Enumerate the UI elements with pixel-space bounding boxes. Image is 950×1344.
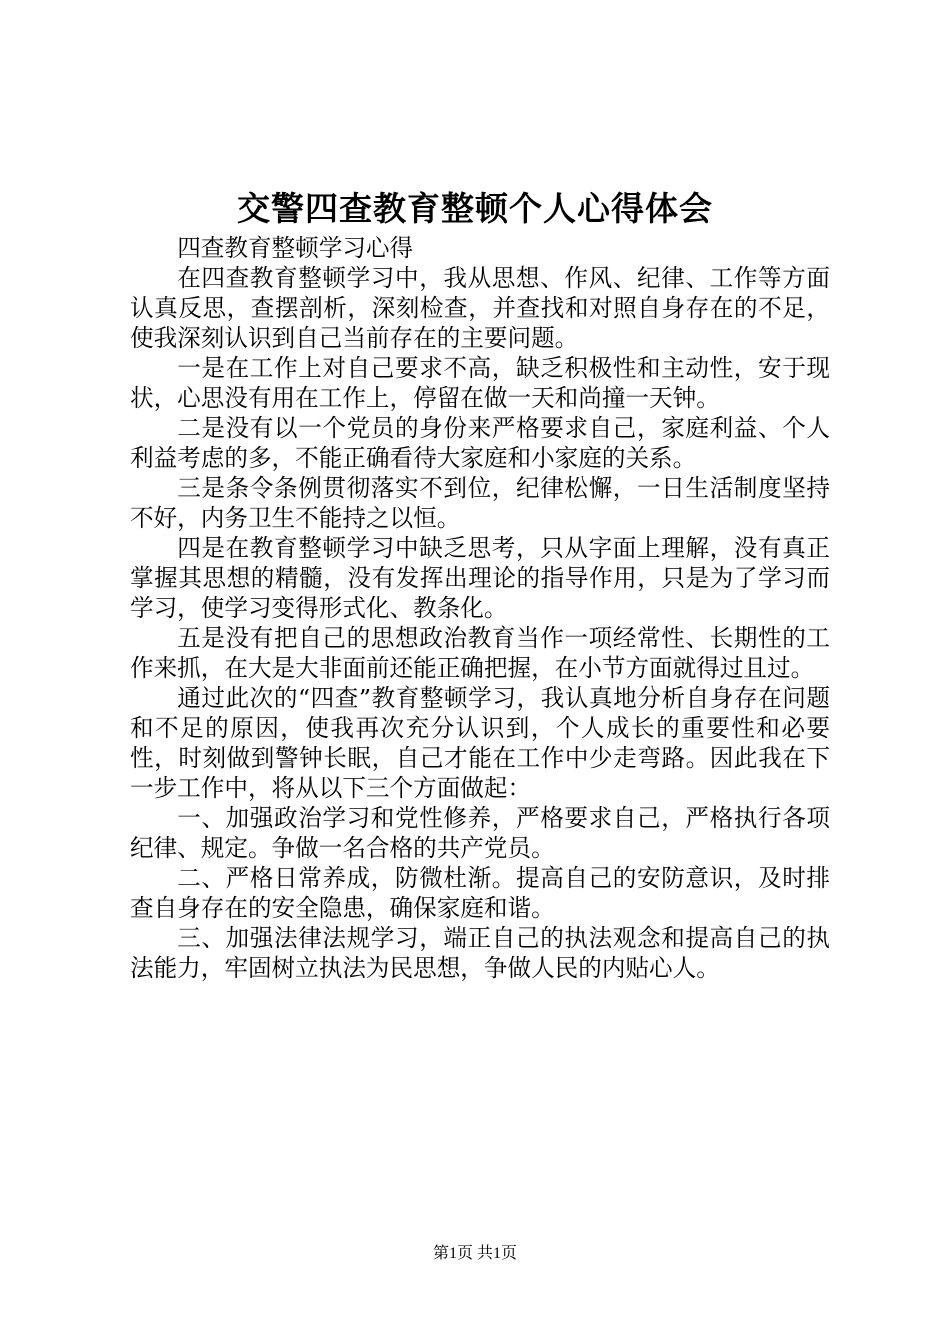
document-title: 交警四查教育整顿个人心得体会 bbox=[237, 189, 713, 228]
document-body bbox=[130, 233, 830, 983]
paragraph: 三、加强法律法规学习，端正自己的执法观念和提高自己的执法能力，牢固树立执法为民思想，争做人民的内贴心人。 bbox=[130, 924, 830, 982]
paragraph: 二、严格日常养成，防微杜渐。提高自己的安防意识，及时排查自身存在的安全隐患，确保家庭和谐。 bbox=[130, 864, 830, 922]
paragraph: 通过此次的“四查”教育整顿学习，我认真地分析自身存在问题和不足的原因，使我再次充分认识到，个人成长的重要性和必要性，时刻做到警钟长眠，自己才能在工作中少走弯路。因此我在下一步工作中，将从以下三个方面做起： bbox=[130, 684, 830, 802]
paragraph: 在四查教育整顿学习中，我从思想、作风、纪律、工作等方面认真反思，查摆剖析，深刻检查，并查找和对照自身存在的不足，使我深刻认识到自己当前存在的主要问题。 bbox=[130, 264, 830, 352]
page-number-footer: 第1页 共1页 bbox=[432, 1245, 517, 1262]
paragraph-subtitle: 四查教育整顿学习心得 bbox=[177, 234, 414, 262]
paragraph: 四是在教育整顿学习中缺乏思考，只从字面上理解，没有真正掌握其思想的精髓，没有发挥出理论的指导作用，只是为了学习而学习，使学习变得形式化、教条化。 bbox=[130, 534, 830, 622]
paragraph: 三是条令条例贯彻落实不到位，纪律松懈，一日生活制度坚持不好，内务卫生不能持之以恒。 bbox=[130, 474, 830, 532]
paragraph: 五是没有把自己的思想政治教育当作一项经常性、长期性的工作来抓，在大是大非面前还能正确把握，在小节方面就得过且过。 bbox=[130, 624, 830, 682]
paragraph: 一是在工作上对自己要求不高，缺乏积极性和主动性，安于现状，心思没有用在工作上，停留在做一天和尚撞一天钟。 bbox=[130, 354, 830, 412]
paragraph: 二是没有以一个党员的身份来严格要求自己，家庭利益、个人利益考虑的多，不能正确看待大家庭和小家庭的关系。 bbox=[130, 414, 830, 472]
paragraph: 一、加强政治学习和党性修养，严格要求自己，严格执行各项纪律、规定。争做一名合格的共产党员。 bbox=[130, 804, 830, 862]
